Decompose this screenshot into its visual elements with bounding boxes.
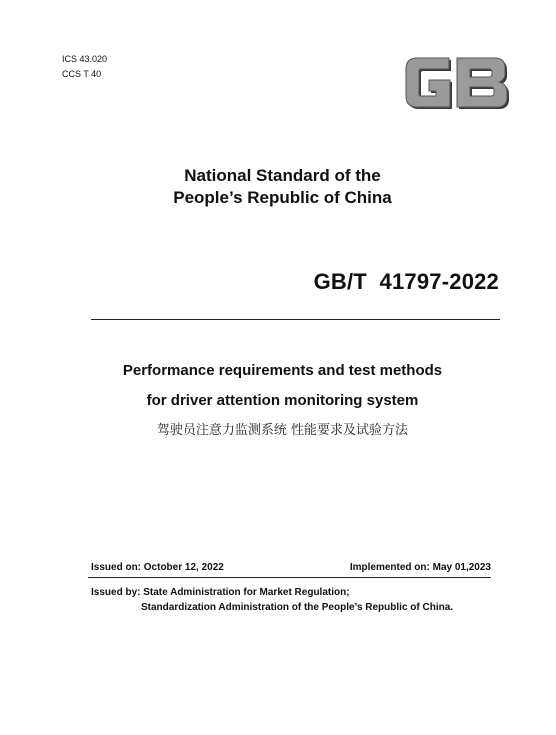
issuer-line2: Standardization Administration of the People’s Republic of China.	[141, 602, 454, 613]
ics-code: ICS 43.020	[62, 54, 108, 64]
issuer-block	[91, 585, 453, 615]
issuer-line1: Issued by: State Administration for Market Regulation;	[91, 587, 350, 598]
gb-logo-icon	[403, 52, 511, 112]
gb-logo-g	[406, 58, 452, 109]
ccs-code: CCS T 40	[62, 69, 102, 79]
classification-codes	[62, 52, 107, 82]
gb-logo-b	[457, 58, 509, 109]
bottom-divider	[88, 577, 491, 578]
implemented-date: Implemented on: May 01,2023	[349, 562, 491, 573]
national-standard-title	[0, 165, 556, 209]
national-title-line1: National Standard of the	[184, 166, 381, 185]
document-title-line1: Performance requirements and test methods	[122, 362, 443, 379]
document-title	[0, 356, 556, 416]
standard-code: GB/T 41797-2022	[313, 269, 499, 294]
chinese-title: 驾驶员注意力监测系统 性能要求及试验方法	[156, 423, 409, 438]
document-title-line2: for driver attention monitoring system	[146, 392, 419, 409]
national-title-line2: People’s Republic of China	[173, 188, 392, 207]
top-divider	[91, 319, 500, 320]
issued-date: Issued on: October 12, 2022	[91, 562, 224, 573]
